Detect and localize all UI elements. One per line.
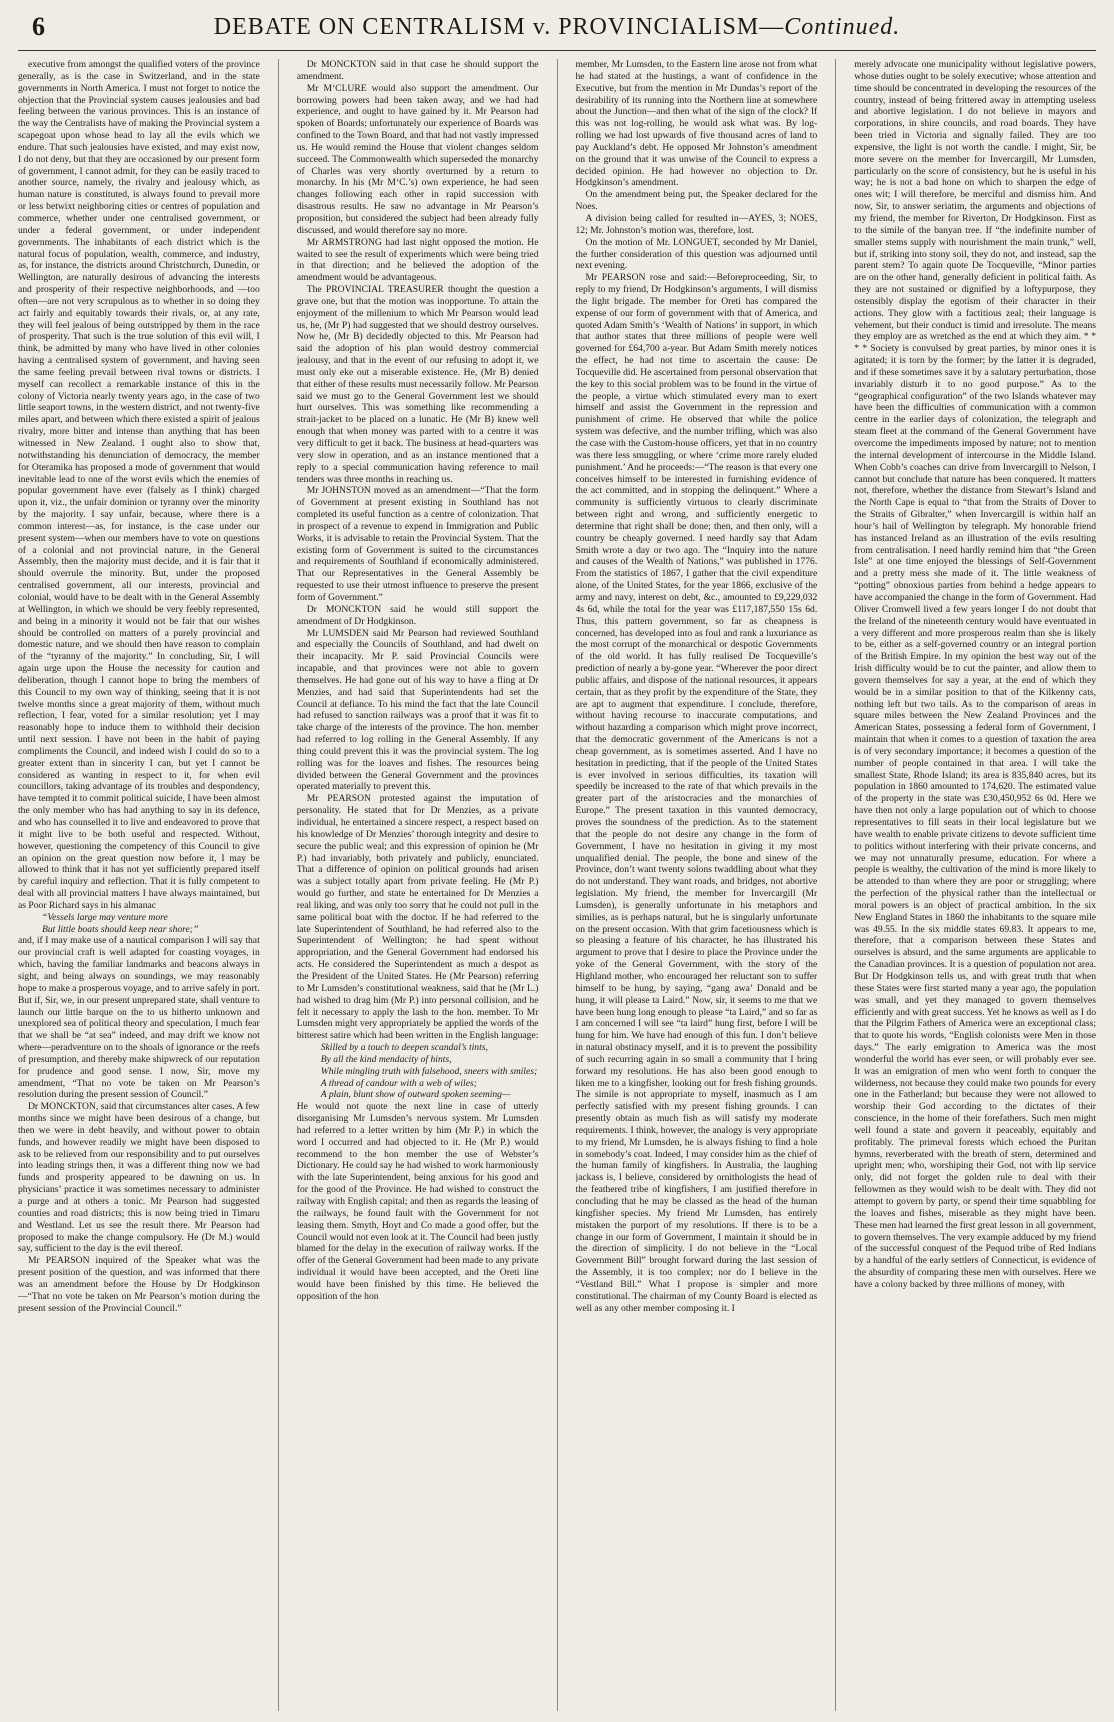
article-paragraph: A thread of candour with a web of wiles; xyxy=(320,1077,477,1089)
article-paragraph: merely advocate one municipality without legislative powers, whose duties ought to be solely executive; whose attention and time should be concentrated in developing the resources of the country, instead of being frittered away in attempting useless and abortive legislation. I do not believe in mayors and corporations, in shire councils, and road boards. They have been tried in Victoria and signally failed. They are too expensive, the light is not worth the candle. I might, Sir, be more severe on the member for Invercargill, Mr Lumsden, particularly on the score of consistency, but he is useful in his way; he is not a bad hone on which to sharpen the edge of ones wit; I will therefore, be merciful and dismiss him. And now, Sir, to answer seriatim, the arguments and objections of my friend, the member for Riverton, Dr Hodgkinson. First as to the simile of the banyan tree. If “the indefinite number of smaller stems supply with nourishment the main trunk,” well, but if, striking into stony soil, they do not, and instead, sap the parent stem? To again quote De Tocqueville, “Minor parties are on the other hand, generally deficient in political faith. As they are not sustained or dignified by a loftypurpose, they ostensibly display the egotism of their character in their actions. They glow with a factitious zeal; their language is vehement, but their conduct is timid and irresolute. The means they employ are as wretched as the end at which they aim. * * * * Society is convulsed by great parties, by minor ones it is agitated; it is torn by the former; by the latter it is degraded, and if these sometimes save it by a salutary perturbation, those invariably disturb it to no good purpose.” As to the “geographical configuration” of the two Islands whatever may have been the difficulties of communication with a common centre in the earlier days of colonization, the telegraph and steam fleet at the command of the General Government have overcome the impediments imposed by nature; not to mention the internal development of intercourse in the Middle Island. When Cobb’s coaches can drive from Invercargill to Nelson, I cannot but conclude that nature has been conquered. It matters not, therefore, whether the distance from Stewart’s Island and the North Cape is equal to “that from the Straits of Dover to the Straits of Gibralter,” when Invercargill is within half an hour’s hail of Wellington by telegraph. My honorable friend has instanced Ireland as an illustration of the evils resulting from centralisation. I need hardly remind him that “the Green Isle” at one time enjoyed the blessings of Self-Government and a pretty mess she made of it. The little weakness of “potting” obnoxious parties from behind a hedge appears to have accompanied the change in the form of Government. Had Oliver Cromwell lived a few years longer I do not doubt that the Ireland of the nineteenth century would have eventuated in a very different and more prosperous realm than she is likely to be, either as a self-governed country or an integral portion of the British Empire. In my opinion the best way out of the Irish difficulty would be to cut the painter, and allow them to govern themselves for say a year, at the end of which they would be in a similar position to that of the Kilkenny cats, nothing left but two tails. As to the comparison of areas in square miles between the New Zealand Provinces and the American States, possessing a federal form of Government, I maintain that when it comes to a question of taxation the area is of very secondary importance; it becomes a question of the number of people contained in that area. I will take the smallest State, Rhode Island; its area is 835,840 acres, but its population in 1860 amounted to 174,620. The estimated value of the property in the state was £30,450,952 6s 0d. Here we have then not only a large population out of which to choose representatives to fill seats in their local legislature but we have wealth to enable private citizens to devote sufficient time to politics without interfering with their private concerns, and we may not unnaturally presume, education. For where a people is wealthy, the cultivation of the mind is more likely to be attended to than where they are poor or struggling; where the perfection of the physical rather than the intellectual or moral powers is an object of practical ambition. In the six New England States in 1860 the inhabitants to the square mile was 49.55. In the six middle states 69.83. It appears to me, therefore, that a comparison between these States and ourselves is absurd, and the same arguments are applicable to the Canadian provinces. It is a question of population not area. But Dr Hodgkinson tells us, and with great truth that when these States were first started many a year ago, the population was small, and yet they managed to govern themselves efficiently and with great success. Yet he knows as well as I do that the Pilgrim Fathers of America were an exceptional class; that to quote his words, “English colonists were Men in those days.” The early emigration to America was the most wonderful the world has ever seen, or will probably ever see. It was an emigration of men who went forth to conquer the wilderness, not because they could make two pounds for every one in the Fatherland; but because they were not allowed to worship their God according to the dictates of their conscience, in the home of their forefathers. Such men might well found a state and govern it peaceably, equitably and profitably. The primeval forests which echoed the Puritan hymns, reverberated with the breath of stern, determined and upright men; who, worshiping their God, not with lip service only, did not forget the golden rule to deal with their fellowmen as they would wish to be dealt with. They did not attempt to govern by party, or spend their time squabbling for the loaves and fishes, miserable as they might have been. These men had learned the first great lesson in all government, to govern themselves. The very example adduced by my friend of the successful conquest of the Pequod tribe of Red Indians by a handful of the early settlers of Connecticut, is evidence of the absurdity of comparing these men with ourselves. Here we have a colony backed by three millions of money, with xyxy=(854,59,1096,1290)
page-title-suffix: Continued. xyxy=(784,14,901,40)
article-paragraph: executive from amongst the qualified voters of the province generally, as is the case in Switzerland, and in the state governments in North America. I must not forget to notice the objection that the Provincial system causes jealousies and bad feeling between the various provinces. This is an instance of the way the Centralists have of making the Provincial system a scapegoat upon whose head to lay all the evils which we endure. That such jealousies have existed, and may exist now, I do not deny, but that they are occasioned by our present form of government, I cannot admit, for they can be easily traced to another source, namely, the rivalry and jealousy which, as human nature is constituted, is always found to prevail more or less betwixt neighboring cities or centres of population and commerce, whether under one centralised government, or under a federal government, or under independent governments. The inhabitants of each district which is the natural focus of population, wealth, commerce, and industry, as, for instance, the districts around Christchurch, Dunedin, or Wellington, are naturally desirous of advancing the interests and prosperity of their respective neighborhoods, and —too often—are not very scrupulous as to whether in so doing they act fairly and equitably towards their rivals, or, at any rate, they will feel jealous of being outstripped by them in the race of prosperity. That such is the true solution of this evil will, I think, be admitted by many who have lived in other colonies having a centralised system of government, and having seen the same feeling prevail between rival towns or districts. I myself can recollect a remarkable instance of this in the colony of Victoria nearly twenty years ago, in the case of two little seaport towns, in the western district, and not twenty-five miles apart, and between which there existed a spirit of jealous rivalry, more bitter and intense than anything that has been witnessed in New Zealand. I ought also to show that, notwithstanding his denunciation of democracy, the member for Oteramika has proposed a mode of government that would inevitable lead to one of the worst evils which the enemies of popular government have ever (falsely as I think) charged upon it, viz., the unfair dominion or tyranny over the minority by the majority. I say unfair, because, where there is a common interest—as, for instance, is the case under our present system—when our members have to vote on questions of a colonial and not provincial nature, in the General Assembly, then the majority must decide, and it is fair that it should overrule the minority. But, under the proposed centralised government, all our interests, provincial and colonial, would have to be dealt with in the General Assembly at Wellington, in which we should be very feebly represented, and being in a minority it would not be fair that our wishes should be controlled on matters of a purely provincial and domestic nature, and we should then have reason to complain of the “tyranny of the majority.” In concluding, Sir, I will again urge upon the House the necessity for caution and deliberation, though I cannot hope to bring the members of this Council to my own way of thinking, seeing that it is not twelve months since a great majority of them, without much reflection, I fear, voted for a similar resolution; yet I may reasonably hope to induce them to withhold their decision until next session. I have not been in the habit of paying compliments the Council, and indeed wish I could do so to a greater extent than in sincerity I can, but yet I cannot be considered as wanting in respect to it, for when evil councillors, taking advantage of its troubles and despondency, have tempted it to commit political suicide, I have been almost the only member who has had anything to say in its defence, and who has counselled it to live and endeavored to prove that it might live to be both useful and respected. Without, however, questioning the competency of this Council to give an opinion on the great question now before it, I may be allowed to think that it has not yet sufficiently prepared itself by careful inquiry and reflection. That it is fully competent to deal with all provincial matters I have always maintained, but as Poor Richard says in his almanac xyxy=(18,59,260,911)
article-paragraph: Mr LUMSDEN said Mr Pearson had reviewed Southland and especially the Councils of Southland, and had dwelt on their incapacity. Mr P. said Provincial Councils were incapable, and that provinces were not able to govern themselves. He had gone out of his way to have a fling at Dr Menzies, and had said that Superintendents had set the Council at defiance. To his mind the fact that the late Council had refused to sanction railways was a proof that it was fit to take charge of the interests of the province. The hon. member had referred to log rolling in the General Assembly. If any thing could prevent this it was the provincial system. The log rolling was for the loaves and fishes. The resources being divided between the General Government and the provinces operated materially to prevent this. xyxy=(296,627,539,793)
article-paragraph: Mr JOHNSTON moved as an amendment—“That the form of Government at present existing in Southland has not completed its useful function as a centre of colonization. That in prospect of a revenue to expend in Immigration and Public Works, it is advisable to retain the Provincial System. That the existing form of Government is suited to the circumstances and requirements of Southland if economically administered. That our Representatives in the General Assembly be requested to use their utmost influence to preserve the present form of Government.” xyxy=(296,485,539,603)
article-paragraph: The PROVINCIAL TREASURER thought the question a grave one, but that the motion was inopportune. To attain the enjoyment of the millenium to which Mr Pearson would lead us, he, (Mr P) had suggested that we should destroy ourselves. Now he, (Mr B) decidedly objected to this. Mr Pearson had said the adoption of his plan would destroy commercial jealousy, and that in the event of our refusing to adopt it, we must only eke out a miserable existence. He, (Mr B) denied that either of these results must necessarily follow. Mr Pearson said we must go to the General Government lest we should hurt ourselves. This was something like recommending a strait-jacket to be placed on a lunatic. He (Mr B) knew well enough that when money was parted with to a centre it was very difficult to get it back. The business at head-quarters was very slow in operation, and as an instance mentioned that a reply to a special communication having reference to mail tenders was three months in reaching us. xyxy=(296,284,539,485)
column-divider xyxy=(278,59,279,1711)
article-paragraph: “Vessels large may venture more xyxy=(42,911,168,923)
article-paragraph: On the motion of Mr. LONGUET, seconded by Mr Daniel, the further consideration of this question was adjourned until next evening. xyxy=(575,236,818,272)
article-column-2 xyxy=(297,59,539,1711)
article-paragraph: By all the kind mendacity of hints, xyxy=(320,1053,452,1065)
article-paragraph: Mr M‘CLURE would also support the amendment. Our borrowing powers had been taken away, and we had had experience, and ought to have gained by it. Mr Pearson had spoken of Boards; unfortunately our experience of Boards was confined to the Town Board, and that had not vastly impressed us. He would remind the House that violent changes seldom succeed. The Commonwealth which superseded the monarchy of Charles was very shortly overturned by a return to monarchy. In his (Mr M‘C.’s) own experience, he had seen changes following each other in rapid succession with disastrous results. He saw no advantage in Mr Pearson’s proposition, but considered the subject had been already fully discussed, and would therefore say no more. xyxy=(296,82,539,236)
article-paragraph: Dr MONCKTON said in that case he should support the amendment. xyxy=(296,59,539,82)
column-divider xyxy=(557,59,558,1711)
article-column-3 xyxy=(576,59,818,1711)
article-paragraph: Dr MONCKTON said he would still support the amendment of Dr Hodgkinson. xyxy=(296,603,539,627)
article-paragraph: A division being called for resulted in—AYES, 3; NOES, 12; Mr. Johnston’s motion was, therefore, lost. xyxy=(575,212,818,236)
article-paragraph: Mr PEARSON rose and said:—Beforeproceeding, Sir, to reply to my friend, Dr Hodgkinson’s arguments, I will dismiss the light brigade. The member for Oreti has compared the expense of our form of government with that of America, and quoted Adam Smith’s ‘Wealth of Nations’ in support, in which that author states that three millions of people were well governed for £64,700 a-year. But Adam Smith merely notices the effect, he had not time to ascertain the cause: De Tocqueville did. He ascertained from personal observation that the key to this social problem was to be found in the virtue of the people, a virtue which stimulated every man to exert himself and assist the Government in the repression and punishment of crime. He observed that while the police system was defective, and the number trifling, which was also the case with the Custom-house officers, yet that in no country was there less smuggling, or where ‘crime more rarely eluded punishment.’ And he proceeds:—“The reason is that every one conceives himself to be interested in furnishing evidence of the act committed, and in stopping the delinquent.” Where a community is sufficiently virtuous to clearly discriminate between right and wrong, and sufficiently energetic to determine that right shall be done; then, and then only, will a country be cheaply governed. I need hardly say that Adam Smith wrote a day or two ago. The “Inquiry into the nature and causes of the Wealth of Nations,” was published in 1776. From the statistics of 1867, I gather that the civil expenditure alone, of the United States, for the year 1866, exclusive of the army and navy, interest on debt, &c., amounted to £9,229,032 4s 6d, while the total for the year was £117,187,550 15s 6d. Thus, this pattern government, so far as cheapness is concerned, has developed into as foul and rank a luxuriance as the most corrupt of the monarchical or despotic Governments of the old world. It has fully realised De Tocqueville’s prediction of nearly a by-gone year. “Wherever the poor direct public affairs, and dispose of the national resources, it appears certain, that as they profit by the expenditure of the State, they are apt to augment that expenditure. I conclude, therefore, without having recourse to inaccurate computations, and without hazarding a comparison which might prove incorrect, that the democratic government of the Americans is not a cheap government, as is sometimes asserted. And I have no hesitation in predicting, that if the people of the United States is ever involved in serious difficulties, its taxation will speedily be increased to the rate of that which prevails in the greater part of the aristocracies and the monarchies of Europe.” The present taxation in this vaunted democracy, proves the soundness of the prediction. As to the statement that the people do not desire any change in the form of Government, I have no hesitation in giving it my most unqualified denial. The people, the bone and sinew of the Province, don’t want twenty solons twaddling about what they do not understand. They want roads, and bridges, not abortive legislation. My friend, the member for Invercargill (Mr Lumsden), is generally unfortunate in his metaphors and similies, as is perhaps natural, but he is singularly unfortunate on the present occasion. With that grim facetiousness which is so pleasing a feature of his character, he has illustrated his argument to prove that I desire to place the Province under the yoke of the General Government, with the story of the Highland mother, who encouraged her reluctant son to suffer himself to be hung, by saying, “gang awa’ Donald and be hung, it will please ta Laird.” Now, sir, it seems to me that we have been hung long enough to please “ta Laird,” and so far as I am concerned I will see “ta laird” hung first, before I will be hung for him. We have had enough of this fun. I don’t believe in natural obstinacy myself, and it is to prevent the possibility of such recurring again in so small a community that I bring forward my resolutions. He has also been good enough to liken me to a kingfisher, looking out for fresh fishing grounds. The simile is not appropriate to myself, inasmuch as I am perfectly satisfied with my present fishing grounds. I can presently obtain as much fish as will satisfy my moderate requirements. I think, however, the analogy is very appropriate to my friend, Mr Lumsden, he is always fishing to find a hole in somebody’s coat. Indeed, I may consider him as the chief of the human family of kingfishers. In Australia, the laughing jackass is, I believe, considered by ornithologists the head of the feathered tribe of kingfishers, I am justified therefore in concluding that he may be classed as the head of the human kingfisher species. My friend Mr Lumsden, has entirely mistaken the purport of my resolutions. If there is to be a change in our form of Government, I maintain it should be in the direction of simplicity. I do not believe in the “Local Government Bill” brought forward during the last session of the Assembly, it is too complex; nor do I believe in the “Vestland Bill.” What I propose is simpler and more constitutional. The chairman of my County Board is elected as well as any other member composing it. I xyxy=(575,272,818,1314)
article-paragraph: Mr PEARSON protested against the imputation of personality. He stated that for Dr Menzies, as a private individual, he entertained a sincere respect, a respect based on his knowledge of Dr Menzies’ thorough integrity and desire to secure the public weal; and this expression of opinion he (Mr P.) had invariably, both privately and publicly, enunciated. That a difference of opinion on political grounds had arisen was a subject totally apart from private feeling. He (Mr P.) would go further, and state he entertained for Dr Menzies a real liking, and was only too sorry that he could not pull in the same political boat with the doctor. If he had referred to the late Superintendent of Southland, he had referred also to the Superintendent of Wellington; he had spent without appropriation, and the General Government had endorsed his acts. He considered the Superintendent as much a despot as the President of the United States. He (Mr Pearson) referring to Mr Lumsden’s constitutional weakness, said that he (Mr L.) had wished to drag him (Mr P.) into personal collision, and he felt it necessary to apply the lash to the hon. member. To Mr Lumsden might very appropriately be applied the words of the bitterest satire which had been written in the English language: xyxy=(296,793,539,1042)
article-column-1 xyxy=(18,59,260,1711)
column-divider xyxy=(835,59,836,1711)
page-number: 6 xyxy=(32,12,45,41)
page-header xyxy=(18,6,1096,51)
article-paragraph: Mr PEARSON inquired of the Speaker what was the present position of the question, and was informed that there was an amendment before the House by Dr Hodgkinson—“That no vote be taken on Mr Pearson’s motion during the present session of the Provincial Council.” xyxy=(18,1255,260,1314)
page-title xyxy=(18,14,1096,41)
article-paragraph: Dr MONCKTON, said that circumstances alter cases. A few months since we might have been desirous of a change, but then we were in debt heavily, and without power to obtain funds, and however readily we might have been disposed to ask to be relieved from our responsibility and to put ourselves into leading strings then, it was a different thing now we had funds and prosperity appeared to be dawning on us. In physicians’ practice it was sometimes necessary to administer a purge and at others a tonic. Mr Pearson had suggested counties and road districts; this is now being tried in Timaru and Westland. Let us see the result there. Mr Pearson had proposed to make the change compulsory. He (Dr M.) would say, sufficient to the day is the evil thereof. xyxy=(18,1101,260,1255)
article-paragraph: He would not quote the next line in case of utterly disorganising Mr Lumsden’s nervous system. Mr Lumsden had referred to a letter written by him (Mr P.) in which the word I occurred and had objected to it. He (Mr P.) would recommend to the hon member the use of Webster’s Dictionary. He could say he had wished to work harmoniously with the late Superintendent, being anxious for his good and for the good of the Province. He had wished to construct the railway with English capital; and then as regards the leasing of the railways, he found fault with the Government for not leasing them. Smyth, Hoyt and Co made a good offer, but the Council would not even look at it. The Council had been justly blamed for the delay in the execution of railway works. If the offer of the General Government had been made to any private individual it would have been accepted, and the Oreti line would have been finished by this time. He believed the opposition of the hon xyxy=(296,1101,539,1302)
article-paragraph: On the amendment being put, the Speaker declared for the Noes. xyxy=(575,189,818,213)
article-paragraph: Mr ARMSTRONG had last night opposed the motion. He waited to see the result of experiments which were being tried in that direction; and he believed the adoption of the amendment would be advantageous. xyxy=(296,236,539,284)
page-title-main: DEBATE ON CENTRALISM v. PROVINCIALISM— xyxy=(213,14,785,40)
article-paragraph: member, Mr Lumsden, to the Eastern line arose not from what he had stated at the hustings, a want of confidence in the Executive, but from the mention in Mr Dundas’s report of the desirability of its running into the Northern line at somewhere about the Junction—and then what of the sign of the clock? If this was not log-rolling, he would ask what was. By log-rolling we had lost upwards of five thousand acres of land to pay Auckland’s debt. He opposed Mr Johnston’s amendment on the ground that it was unwise of the Council to express a decided opinion. He had however no objection to Dr. Hodgkinson’s amendment. xyxy=(575,59,818,189)
article-paragraph: and, if I may make use of a nautical comparison I will say that our provincial craft is well adapted for coasting voyages, in which, having the familiar landmarks and beacons always in sight, and being always on soundings, we may reasonably hope to make a prosperous voyage, and to arrive safely in port. But if, Sir, we, in our present unprepared state, shall venture to launch our little barque on the to us hitherto unknown and unexplored sea of political theory and speculation, I much fear that we shall be “at sea” indeed, and may drift we know not where—peradventure on to the shoals of ignorance or the reefs of presumption, and thereby make shipwreck of our reputation for prudence and good sense. I now, Sir, move my amendment, “That no vote be taken on Mr Pearson’s resolution during the present session of Council.” xyxy=(18,935,260,1101)
article-paragraph: But little boats should keep near shore;” xyxy=(42,923,199,935)
article-column-4 xyxy=(854,59,1096,1711)
article-paragraph: Skilled by a touch to deepen scandal’s tints, xyxy=(320,1042,488,1054)
article-columns xyxy=(18,59,1096,1711)
article-paragraph: While mingling truth with falsehood, sneers with smiles; xyxy=(320,1065,538,1077)
article-paragraph: A plain, blunt show of outward spoken seeming— xyxy=(320,1089,511,1101)
